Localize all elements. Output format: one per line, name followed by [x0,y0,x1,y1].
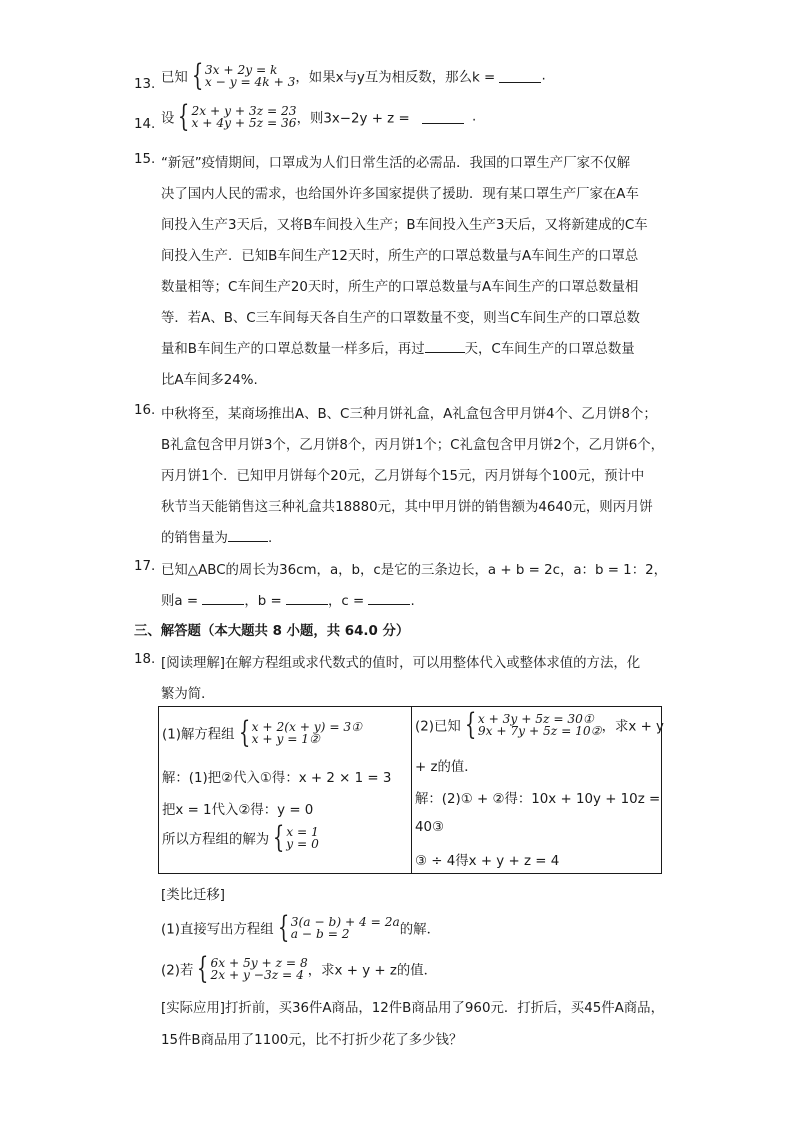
q18-p1-pre: (1)直接写出方程组 [161,922,274,938]
left-title-text: (1)解方程组 [162,727,235,743]
question-13 [161,58,546,93]
q18-p1-system: { 3(a − b) + 4 = 2a a − b = 2 [277,910,400,945]
right-title-text: (2)已知 [415,719,461,735]
q15-line-7b: 天，C车间生产的口罩总数量 [464,342,635,357]
q15-line-4: 间投入生产．已知B车间生产12天时，所生产的口罩总数量与A车间生产的口罩总 [161,249,639,264]
question-14 [161,99,477,134]
q13-end: . [541,68,546,84]
q18-p2-pre: (2)若 [161,963,194,979]
q18-p1-eq2: a − b = 2 [290,927,350,941]
question-15-number: 15. [134,152,156,167]
q17-a-label: 则a = [161,594,203,609]
section-3-heading: 三、解答题（本大题共 8 小题，共 64.0 分） [134,624,410,639]
q13-prefix: 已知 [161,70,188,86]
question-14-number: 14. [134,117,156,132]
q18-application-1: [实际应用]打折前，买36件A商品，12件B商品用了960元．打折后，买45件A商品， [161,1001,664,1016]
q15-line-7 [161,338,635,357]
q15-line-1: “新冠”疫情期间，口罩成为人们日常生活的必需品．我国的口罩生产厂家不仅解 [161,156,631,171]
left-eq1: x + 2(x + y) = 3① [251,720,363,734]
left-line-2: 把x = 1代入②得：y = 0 [162,803,314,818]
left-cell-title [162,715,363,750]
left-eq2: x + y = 1② [251,732,320,746]
right-line-4: ③ ÷ 4得x + y + z = 4 [415,854,560,869]
q13-answer-blank[interactable] [499,70,541,83]
q14-answer-blank[interactable] [422,111,464,124]
q14-equation-system: { 2x + y + 3z = 23 x + 4y + 5z = 36 [178,99,297,134]
q17-b-blank[interactable] [286,592,328,605]
q15-line-6: 等．若A、B、C三车间每天各自生产的口罩数量不变，则当C车间生产的口罩总数 [161,311,640,326]
q18-p2-eq1: 6x + 5y + z = 8 [210,956,308,970]
q15-line-5: 数量相等；C车间生产20天时，所生产的口罩总数量与A车间生产的口罩总数量相 [161,280,639,295]
q13-eq1: 3x + 2y = k [204,63,278,77]
q16-line-4: 秋节当天能销售这三种礼盒共18880元，其中甲月饼的销售额为4640元，则丙月饼 [161,500,653,515]
q17-a-blank[interactable] [202,592,244,605]
left-line-1: 解：(1)把②代入①得：x + 2 × 1 = 3 [162,771,392,786]
q17-end: . [410,594,415,609]
question-16-number: 16. [134,403,156,418]
q16-line-3: 丙月饼1个．已知甲月饼每个20元，乙月饼每个15元，丙月饼每个100元，预计中 [161,469,645,484]
q17-line-2 [161,590,415,609]
left-equation-system: { x + 2(x + y) = 3① x + y = 1② [238,715,363,750]
q18-p1-post: 的解． [399,922,440,938]
left-line-3 [162,820,319,855]
q16-answer-blank[interactable] [228,529,268,542]
question-13-number: 13. [134,77,156,92]
q16-end: . [267,531,273,546]
q15-line-2: 决了国内人民的需求，也给国外许多国家提供了援助．现有某口罩生产厂家在A车 [161,187,639,202]
left-sol2: y = 0 [286,837,319,851]
right-cell-title [415,707,664,742]
q16-line-5 [161,527,272,546]
right-eq1: x + 3y + 5z = 30① [477,712,594,726]
right-eq2: 9x + 7y + 5z = 10② [477,724,602,738]
q18-example-table [158,706,662,874]
q17-line-1: 已知△ABC的周长为36cm，a，b，c是它的三条边长，a + b = 2c，a：b = 1：2， [161,563,668,578]
q13-text: ，如果x与y互为相反数，那么k = [295,70,500,86]
q18-part-1 [161,910,440,945]
q17-b-label: ，b = [244,594,286,609]
q18-application-2: 15件B商品用了1100元，比不打折少花了多少钱？ [161,1033,463,1048]
right-line-2: 解：(2)① + ②得：10x + 10y + 10z = [415,792,661,807]
right-line-3: 40③ [415,820,445,835]
q13-eq2: x − y = 4k + 3 [204,75,296,89]
q16-line-5-text: 的销售量为 [161,531,228,546]
q18-p2-post: ，求x + y + z的值． [307,963,438,979]
right-title-end: ，求x + y [601,719,664,735]
q18-analogy-heading: [类比迁移] [161,888,226,903]
question-17-number: 17. [134,559,156,574]
q14-prefix: 设 [161,111,175,127]
q18-p1-eq1: 3(a − b) + 4 = 2a [290,915,400,929]
q16-line-2: B礼盒包含甲月饼3个，乙月饼8个，丙月饼1个；C礼盒包含甲月饼2个，乙月饼6个， [161,438,665,453]
q15-line-3: 间投入生产3天后，又将B车间投入生产；B车间投入生产3天后，又将新建成的C车 [161,218,648,233]
q18-part-2 [161,951,438,986]
q18-intro-2: 繁为简． [161,687,215,702]
q14-text: ，则3x−2y + z = [296,111,414,127]
q15-line-7a: 量和B车间生产的口罩总数量一样多后，再过 [161,342,425,357]
q16-line-1: 中秋将至，某商场推出A、B、C三种月饼礼盒，A礼盒包含甲月饼4个、乙月饼8个； [161,407,657,422]
q14-eq2: x + 4y + 5z = 36 [191,116,297,130]
q17-c-blank[interactable] [368,592,410,605]
q14-end: . [471,109,477,125]
q14-eq1: 2x + y + 3z = 23 [191,104,297,118]
q18-p2-eq2: 2x + y −3z = 4 [210,968,304,982]
q18-p2-system: { 6x + 5y + z = 8 2x + y −3z = 4 [197,951,308,986]
question-18-number: 18. [134,652,156,667]
table-divider [411,707,412,873]
left-solution-label: 所以方程组的解为 [162,832,270,848]
q15-answer-blank[interactable] [425,340,465,353]
right-equation-system: { x + 3y + 5z = 30① 9x + 7y + 5z = 10② [464,707,602,742]
q17-c-label: ，c = [327,594,369,609]
right-line-1: + z的值． [415,760,478,775]
q13-equation-system: { 3x + 2y = k x − y = 4k + 3 [191,58,296,93]
left-solution-system: { x = 1 y = 0 [272,820,319,855]
q15-line-8: 比A车间多24%. [161,373,258,388]
left-sol1: x = 1 [286,825,319,839]
q18-intro-1: [阅读理解]在解方程组或求代数式的值时，可以用整体代入或整体求值的方法，化 [161,656,641,671]
